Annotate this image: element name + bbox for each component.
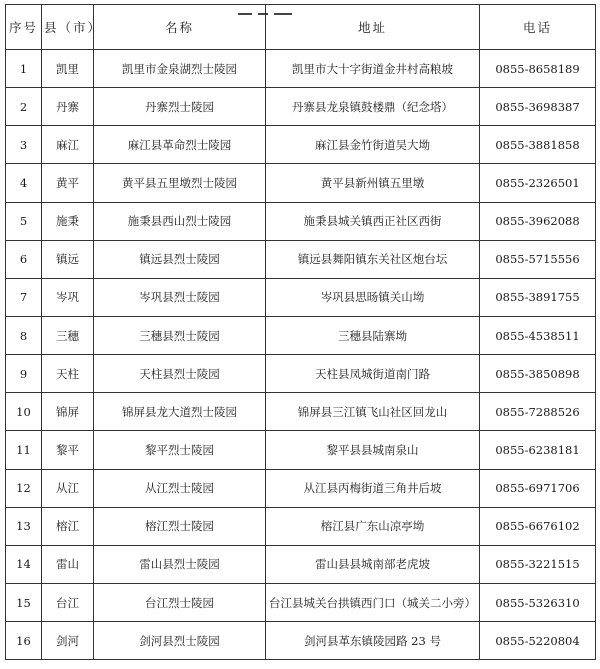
cell-name: 黎平烈士陵园 <box>94 431 266 469</box>
table-row <box>6 164 596 202</box>
cell-no: 14 <box>6 545 42 583</box>
cell-no: 6 <box>6 240 42 278</box>
cell-phone: 0855-3850898 <box>480 355 596 393</box>
cell-name: 黄平县五里墩烈士陵园 <box>94 164 266 202</box>
cell-county: 施秉 <box>42 202 94 240</box>
table-header <box>6 5 596 50</box>
table-row <box>6 583 596 621</box>
table-row <box>6 88 596 126</box>
cell-phone: 0855-5220804 <box>480 622 596 660</box>
cell-no: 12 <box>6 469 42 507</box>
cell-no: 11 <box>6 431 42 469</box>
cell-county: 黎平 <box>42 431 94 469</box>
cell-county: 凯里 <box>42 50 94 88</box>
cell-name: 镇远县烈士陵园 <box>94 240 266 278</box>
cell-county: 榕江 <box>42 507 94 545</box>
table-row <box>6 545 596 583</box>
cell-county: 岑巩 <box>42 278 94 316</box>
cell-name: 凯里市金泉湖烈士陵园 <box>94 50 266 88</box>
cell-name: 施秉县西山烈士陵园 <box>94 202 266 240</box>
cell-phone: 0855-3962088 <box>480 202 596 240</box>
table-row <box>6 50 596 88</box>
cell-address: 施秉县城关镇西正社区西街 <box>266 202 480 240</box>
cell-no: 13 <box>6 507 42 545</box>
cell-address: 麻江县金竹街道吴大坳 <box>266 126 480 164</box>
cell-phone: 0855-4538511 <box>480 316 596 354</box>
table-row <box>6 507 596 545</box>
cell-county: 三穗 <box>42 316 94 354</box>
cell-phone: 0855-6676102 <box>480 507 596 545</box>
cell-county: 锦屏 <box>42 393 94 431</box>
header-no: 序号 <box>6 5 42 50</box>
cell-no: 10 <box>6 393 42 431</box>
cell-no: 16 <box>6 622 42 660</box>
cell-address: 雷山县县城南部老虎坡 <box>266 545 480 583</box>
header-county: 县（市） <box>42 5 94 50</box>
cell-address: 榕江县广东山凉亭坳 <box>266 507 480 545</box>
cell-address: 黎平县县城南泉山 <box>266 431 480 469</box>
cell-name: 天柱县烈士陵园 <box>94 355 266 393</box>
cell-no: 7 <box>6 278 42 316</box>
cell-address: 天柱县凤城街道南门路 <box>266 355 480 393</box>
cell-phone: 0855-2326501 <box>480 164 596 202</box>
cell-phone: 0855-3221515 <box>480 545 596 583</box>
header-row <box>6 5 596 50</box>
table-row <box>6 469 596 507</box>
cell-no: 4 <box>6 164 42 202</box>
cell-address: 丹寨县龙泉镇鼓楼鼎（纪念塔） <box>266 88 480 126</box>
cropped-title-fragment <box>238 0 318 3</box>
header-address: 地址 <box>266 5 480 50</box>
cell-name: 剑河县烈士陵园 <box>94 622 266 660</box>
cell-phone: 0855-5715556 <box>480 240 596 278</box>
cell-no: 8 <box>6 316 42 354</box>
header-phone: 电话 <box>480 5 596 50</box>
cell-address: 黄平县新州镇五里墩 <box>266 164 480 202</box>
table-row <box>6 622 596 660</box>
cell-name: 雷山县烈士陵园 <box>94 545 266 583</box>
cell-county: 镇远 <box>42 240 94 278</box>
cell-name: 台江烈士陵园 <box>94 583 266 621</box>
cell-county: 从江 <box>42 469 94 507</box>
cell-no: 3 <box>6 126 42 164</box>
cell-address: 凯里市大十字街道金井村高粮坡 <box>266 50 480 88</box>
cell-phone: 0855-7288526 <box>480 393 596 431</box>
cell-name: 岑巩县烈士陵园 <box>94 278 266 316</box>
cell-name: 三穗县烈士陵园 <box>94 316 266 354</box>
table-row <box>6 431 596 469</box>
cell-county: 天柱 <box>42 355 94 393</box>
cell-name: 从江烈士陵园 <box>94 469 266 507</box>
cell-county: 剑河 <box>42 622 94 660</box>
table-row <box>6 126 596 164</box>
cell-county: 黄平 <box>42 164 94 202</box>
memorial-table-container <box>5 4 595 660</box>
table-row <box>6 316 596 354</box>
cell-phone: 0855-3881858 <box>480 126 596 164</box>
cell-phone: 0855-6238181 <box>480 431 596 469</box>
cell-county: 台江 <box>42 583 94 621</box>
cell-address: 镇远县舞阳镇东关社区炮台坛 <box>266 240 480 278</box>
table-body <box>6 50 596 660</box>
memorial-table <box>5 4 596 660</box>
cell-address: 岑巩县思旸镇关山坳 <box>266 278 480 316</box>
cell-name: 锦屏县龙大道烈士陵园 <box>94 393 266 431</box>
cell-phone: 0855-6971706 <box>480 469 596 507</box>
cell-address: 台江县城关台拱镇西门口（城关二小旁） <box>266 583 480 621</box>
cell-no: 2 <box>6 88 42 126</box>
cell-name: 丹寨烈士陵园 <box>94 88 266 126</box>
cell-phone: 0855-8658189 <box>480 50 596 88</box>
cell-address: 从江县丙梅街道三角井后坡 <box>266 469 480 507</box>
table-row <box>6 202 596 240</box>
cell-address: 三穗县陆寨坳 <box>266 316 480 354</box>
cell-county: 麻江 <box>42 126 94 164</box>
cell-address: 锦屏县三江镇飞山社区回龙山 <box>266 393 480 431</box>
cell-phone: 0855-3698387 <box>480 88 596 126</box>
cell-address: 剑河县革东镇陵园路 23 号 <box>266 622 480 660</box>
cell-phone: 0855-3891755 <box>480 278 596 316</box>
cell-county: 雷山 <box>42 545 94 583</box>
table-row <box>6 355 596 393</box>
table-row <box>6 240 596 278</box>
cell-no: 15 <box>6 583 42 621</box>
cell-phone: 0855-5326310 <box>480 583 596 621</box>
cell-name: 榕江烈士陵园 <box>94 507 266 545</box>
cell-name: 麻江县革命烈士陵园 <box>94 126 266 164</box>
cell-no: 1 <box>6 50 42 88</box>
cell-no: 9 <box>6 355 42 393</box>
table-row <box>6 393 596 431</box>
cell-county: 丹寨 <box>42 88 94 126</box>
header-name: 名称 <box>94 5 266 50</box>
table-row <box>6 278 596 316</box>
cell-no: 5 <box>6 202 42 240</box>
